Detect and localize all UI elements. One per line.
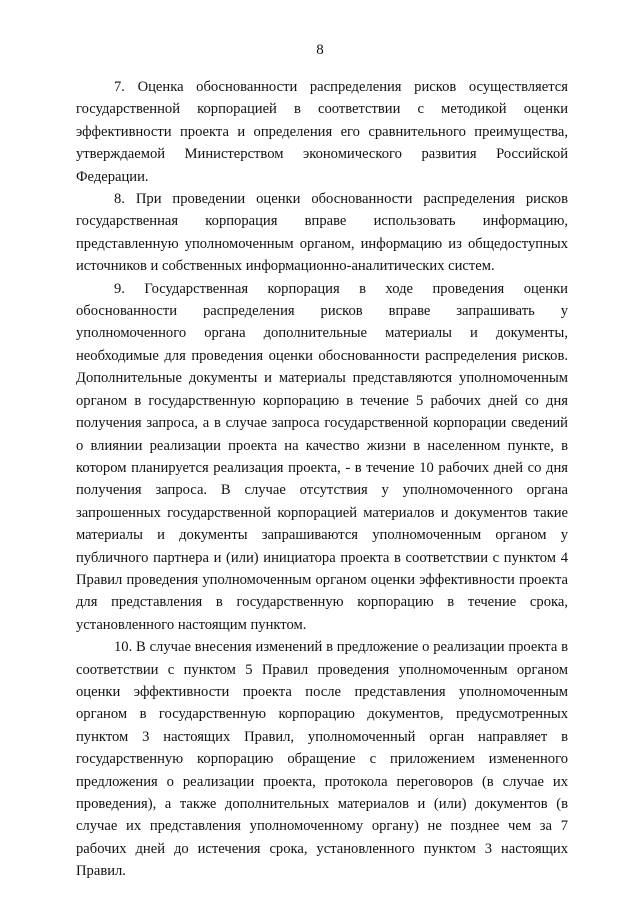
paragraph-7: 7. Оценка обоснованности распределения рисков осуществляется государственной корпорацией в соответствии с методикой оценки эффективности проекта и определения его сравнительного преимущества, утверждаемой Министерством экономического развития Российской Федерации. [76, 79, 568, 185]
paragraph-8: 8. При проведении оценки обоснованности распределения рисков государственная корпорация вправе использовать информацию, представленную уполномоченным органом, информацию из общедоступных источников и собственных информационно-аналитических систем. [76, 191, 568, 275]
document-body [76, 76, 568, 883]
page-number: 8 [316, 42, 324, 58]
paragraph-10: 10. В случае внесения изменений в предложение о реализации проекта в соответствии с пунктом 5 Правил проведения уполномоченным органом оценки эффективности проекта после представления уполномоченным органом в государственную корпорацию документов, предусмотренных пунктом 3 настоящих Правил, уполномоченный орган направляет в государственную корпорацию обращение с приложением измененного предложения о реализации проекта, протокола переговоров (в случае их проведения), а также дополнительных материалов и (или) документов (в случае их представления уполномоченному органу) не позднее чем за 7 рабочих дней до истечения срока, установленного пунктом 3 настоящих Правил. [76, 639, 568, 880]
paragraph-9: 9. Государственная корпорация в ходе проведения оценки обоснованности распределения рисков вправе запрашивать у уполномоченного органа дополнительные материалы и документы, необходимые для проведения оценки обоснованности распределения рисков. Дополнительные документы и материалы представляются уполномоченным органом в государственную корпорацию в течение 5 рабочих дней со дня получения запроса, а в случае запроса государственной корпорации сведений о влиянии реализации проекта на качество жизни в населенном пункте, в котором планируется реализация проекта, - в течение 10 рабочих дней со дня получения запроса. В случае отсутствия у уполномоченного органа запрошенных государственной корпорацией материалов и документов такие материалы и документы запрашиваются уполномоченным органом у публичного партнера и (или) инициатора проекта в соответствии с пунктом 4 Правил проведения уполномоченным органом оценки эффективности проекта для представления в государственную корпорацию в течение срока, установленного настоящим пунктом. [76, 280, 568, 633]
